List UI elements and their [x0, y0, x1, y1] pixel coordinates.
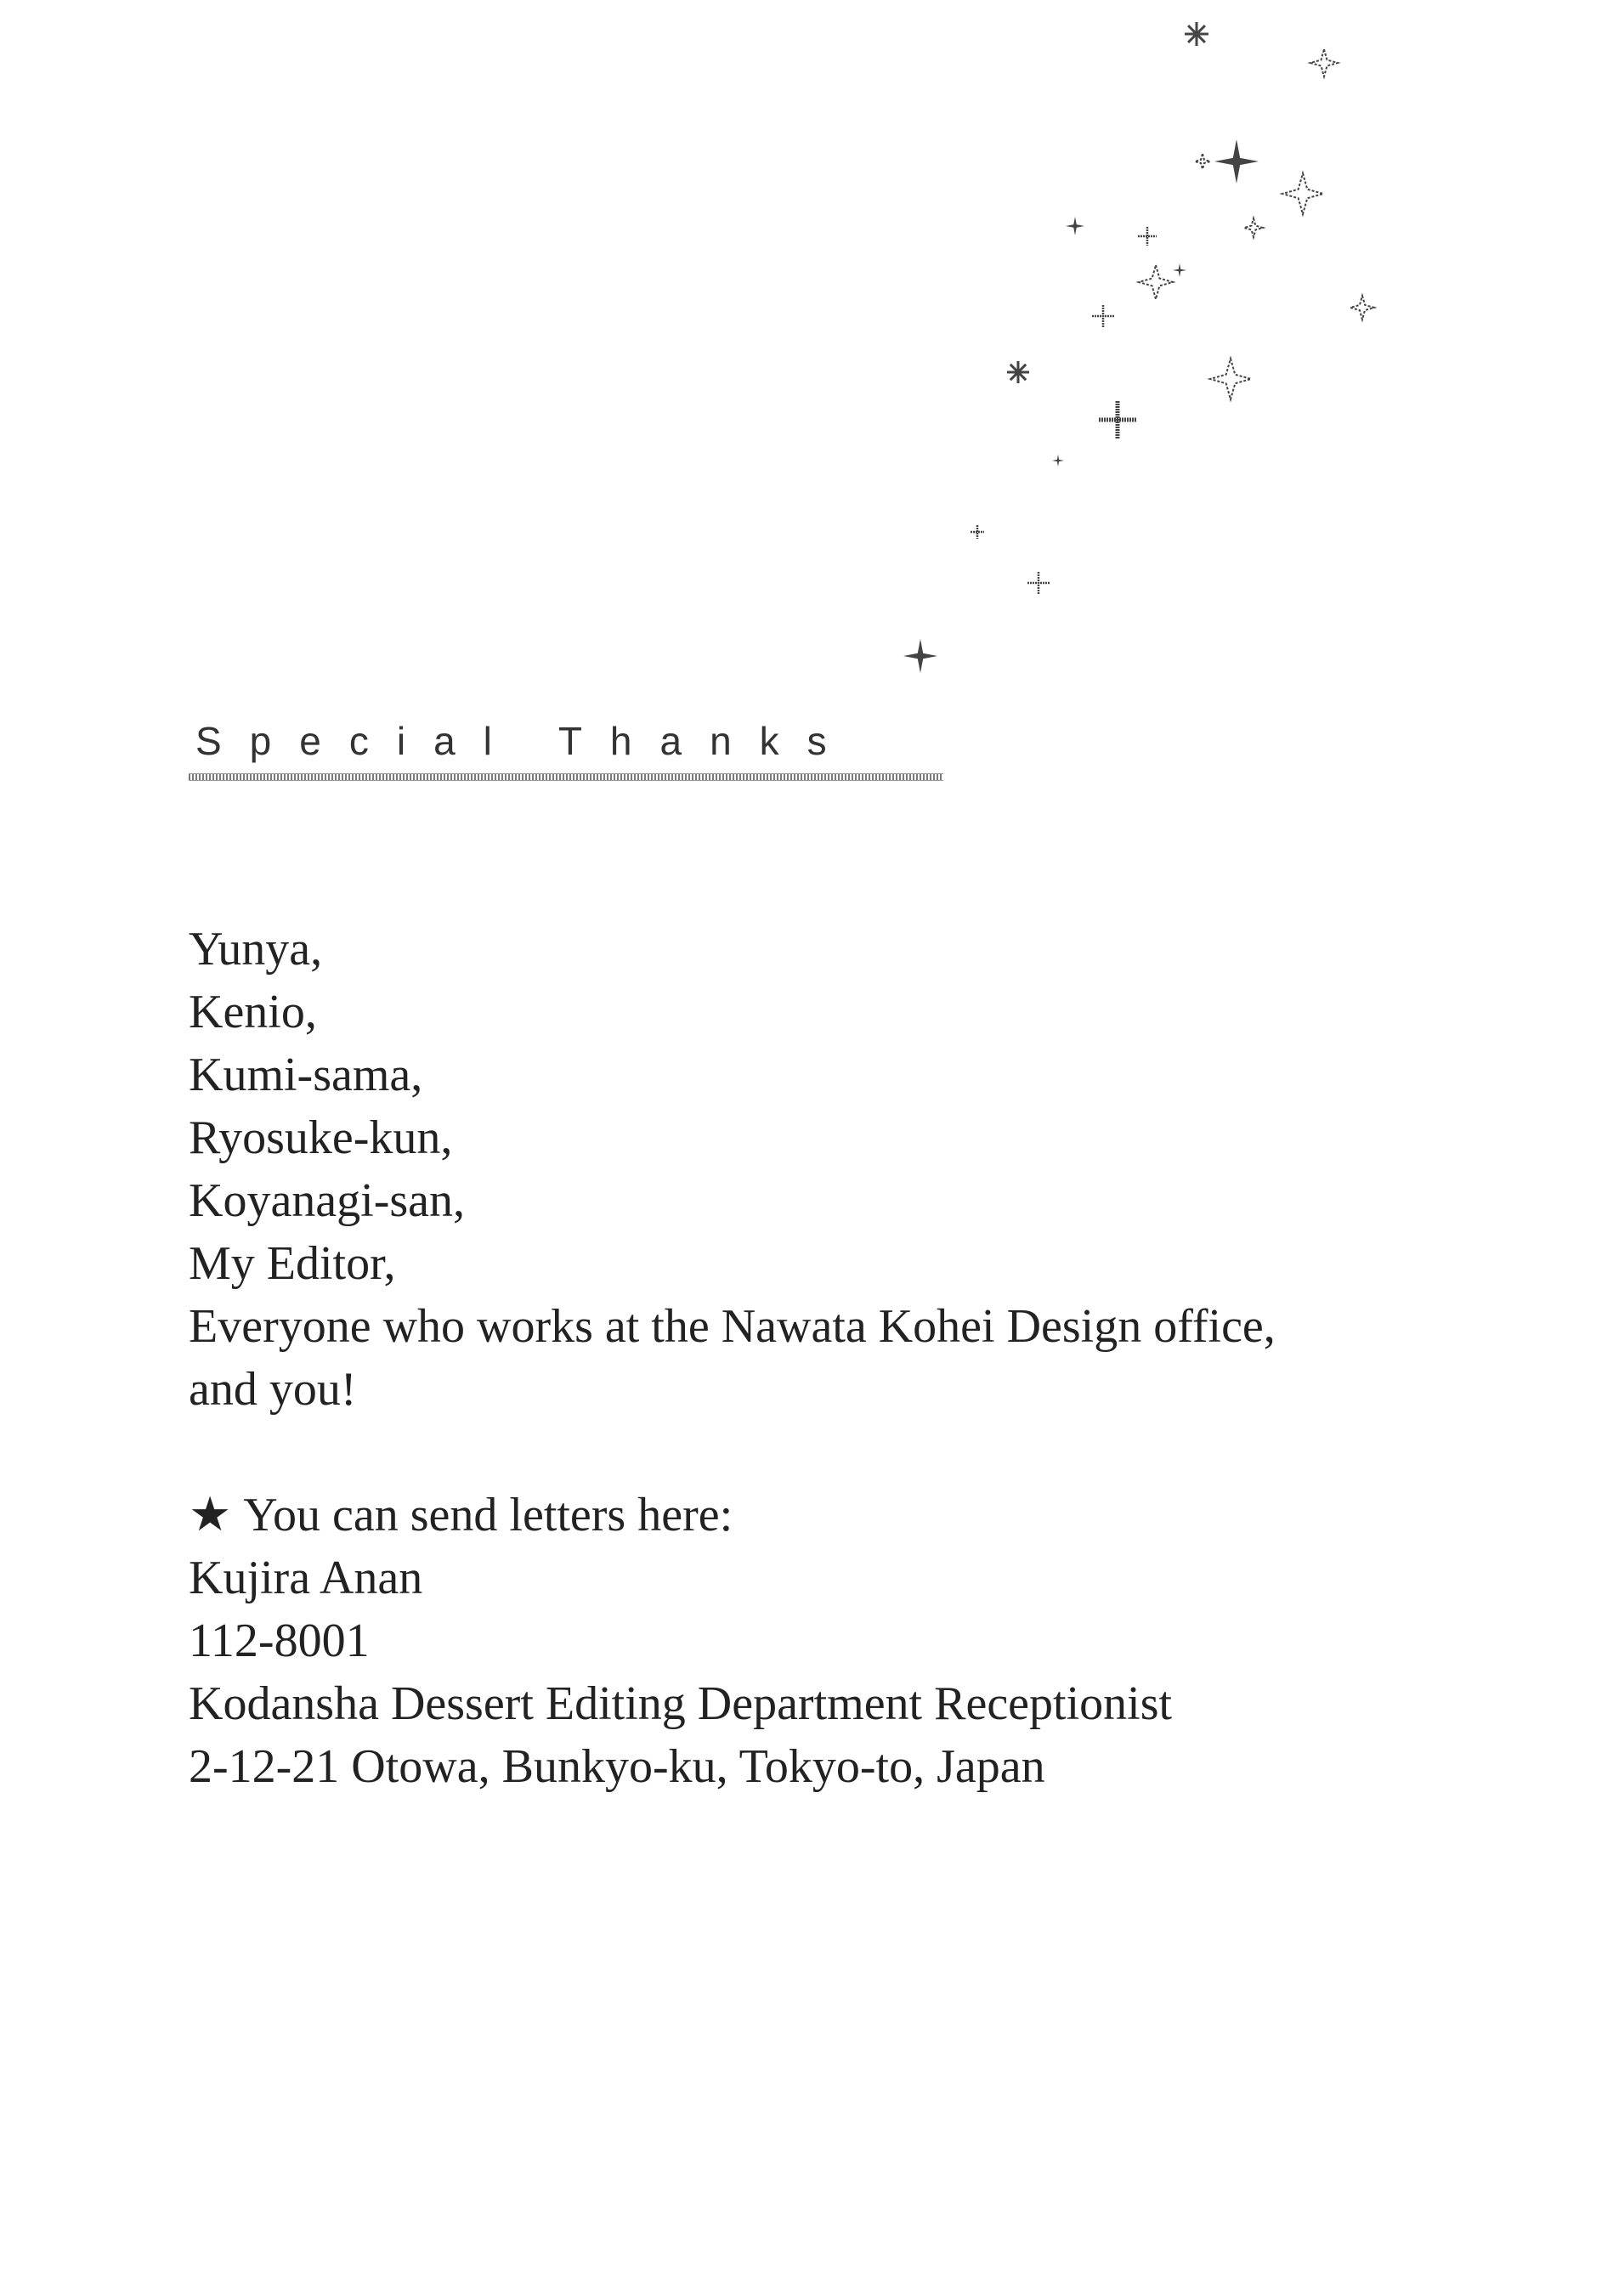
heading-underline [189, 773, 943, 781]
letters-intro [189, 1484, 1172, 1547]
thanks-item: Koyanagi-san, [189, 1174, 466, 1227]
sparkle-icon [1066, 217, 1084, 235]
thanks-item: Ryosuke-kun, [189, 1111, 453, 1164]
postal-code: 112-8001 [189, 1615, 370, 1667]
sparkle-icon [1173, 263, 1186, 277]
sparkle-icon [1310, 49, 1338, 76]
sparkle-icon [1027, 572, 1050, 594]
sparkle-icon [1139, 265, 1173, 299]
star-icon: ★ [189, 1489, 232, 1541]
sparkle-icon [1099, 401, 1136, 438]
sparkle-icon [1092, 305, 1114, 327]
sparkle-icon [1282, 173, 1323, 214]
sparkle-icon [1214, 139, 1259, 184]
sparkle-icon [1195, 154, 1210, 169]
sparkle-icon [1138, 227, 1157, 246]
letters-address-block [189, 1484, 1172, 1798]
department-name: Kodansha Dessert Editing Department Receptionist [189, 1677, 1173, 1730]
thanks-item: and you! [189, 1363, 357, 1416]
sparkle-decoration [0, 0, 1613, 765]
street-address: 2-12-21 Otowa, Bunkyo-ku, Tokyo-to, Japan [189, 1740, 1045, 1793]
thanks-item: Kenio, [189, 986, 317, 1038]
thanks-list [189, 918, 1276, 1421]
sparkle-icon [1350, 296, 1374, 320]
recipient-name: Kujira Anan [189, 1552, 423, 1604]
sparkle-icon [903, 639, 937, 673]
sparkle-icon [1244, 218, 1263, 237]
thanks-item: Yunya, [189, 923, 323, 976]
sparkle-icon [1007, 361, 1029, 383]
thanks-item: My Editor, [189, 1237, 396, 1290]
special-thanks-heading-block [189, 715, 943, 781]
sparkle-icon [1052, 455, 1064, 467]
sparkle-icon [1185, 22, 1208, 46]
sparkle-icon [971, 525, 984, 539]
letters-intro-text: You can send letters here: [243, 1489, 733, 1541]
thanks-item: Everyone who works at the Nawata Kohei Design office, [189, 1300, 1276, 1353]
thanks-item: Kumi-sama, [189, 1049, 423, 1101]
sparkle-icon [1210, 359, 1251, 399]
page-title: Special Thanks [195, 719, 855, 763]
